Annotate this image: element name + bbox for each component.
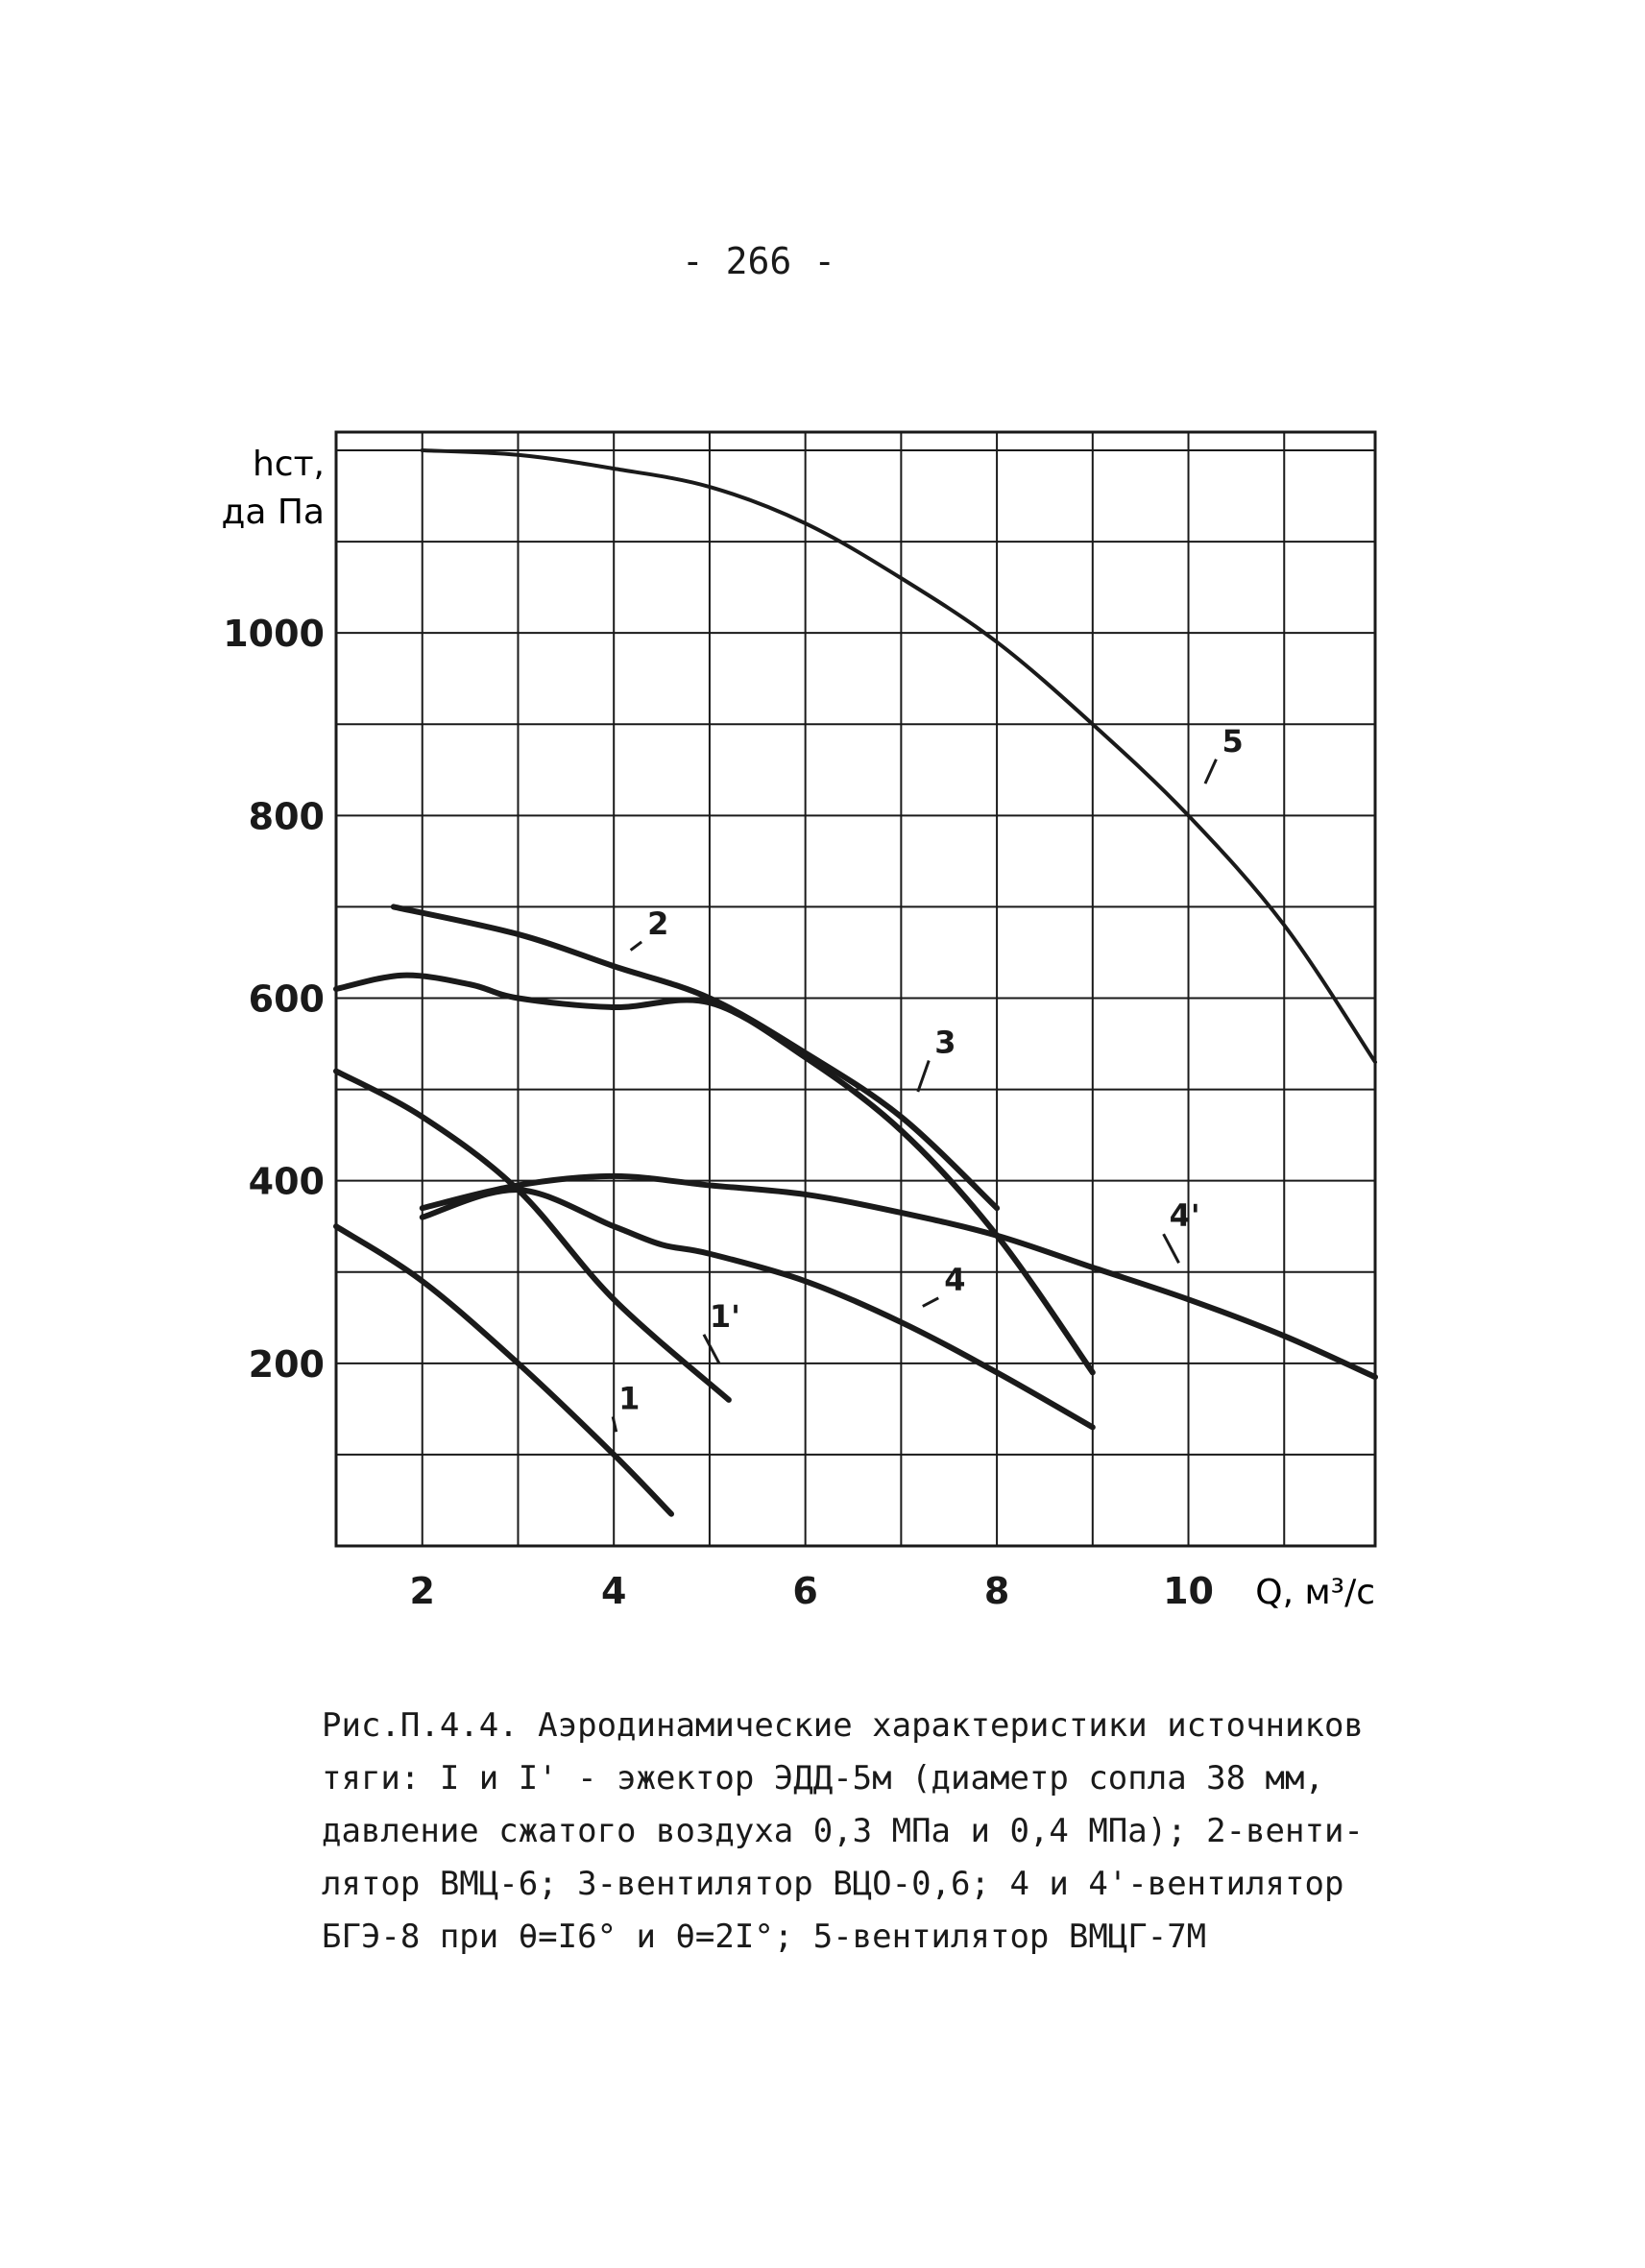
annotation-label-0: 1 xyxy=(618,1380,641,1417)
annotation-label-6: 5 xyxy=(1222,722,1244,760)
annotation-leader-3 xyxy=(918,1061,929,1092)
annotation-leader-2 xyxy=(631,942,641,951)
y-tick-label: 800 xyxy=(248,795,325,838)
caption-line: давление сжатого воздуха 0,3 МПа и 0,4 МПа); 2-венти- xyxy=(322,1812,1364,1850)
caption-line: Рис.П.4.4. Аэродинамические характеристики источников xyxy=(322,1706,1364,1745)
caption-line: лятор ВМЦ-6; 3-вентилятор ВЦО-0,6; 4 и 4'-вентилятор xyxy=(322,1865,1344,1903)
annotation-label-1: 1' xyxy=(709,1297,740,1335)
y-tick-label: 400 xyxy=(248,1160,325,1203)
x-tick-label: 10 xyxy=(1163,1570,1214,1612)
series-line-1 xyxy=(336,1072,729,1400)
annotation-label-5: 4' xyxy=(1169,1197,1200,1235)
x-tick-label: 8 xyxy=(983,1570,1010,1612)
page-number: - 266 - xyxy=(681,240,836,282)
series-line-0 xyxy=(336,1226,671,1514)
y-tick-label: 1000 xyxy=(223,613,325,656)
chart-annotations xyxy=(613,723,1244,1432)
x-axis-label: Q, м³/с xyxy=(1255,1573,1375,1612)
y-axis-label-line2: да Па xyxy=(221,493,325,532)
figure-caption xyxy=(322,1700,1378,1964)
annotation-leader-6 xyxy=(1205,760,1216,784)
x-tick-label: 2 xyxy=(409,1570,435,1612)
annotation-leader-4 xyxy=(923,1298,938,1307)
annotation-label-4: 4 xyxy=(944,1261,966,1298)
caption-line: тяги: I и I' - эжектор ЭДД-5м (диаметр сопла 38 мм, xyxy=(322,1759,1324,1798)
annotation-label-2: 2 xyxy=(647,905,669,942)
y-axis-label-line1: hст, xyxy=(252,445,325,484)
chart-series xyxy=(336,450,1375,1514)
annotation-leader-5 xyxy=(1164,1234,1179,1263)
y-tick-label: 200 xyxy=(248,1342,325,1386)
caption-line: БГЭ-8 при θ=I6° и θ=2I°; 5-вентилятор ВМЦГ-7М xyxy=(322,1918,1207,1956)
y-tick-label: 600 xyxy=(248,977,325,1021)
x-tick-label: 4 xyxy=(600,1570,627,1612)
annotation-leader-1 xyxy=(704,1335,719,1363)
chart-tick-labels xyxy=(223,613,1214,1612)
x-tick-label: 6 xyxy=(792,1570,818,1612)
annotation-label-3: 3 xyxy=(934,1024,956,1061)
